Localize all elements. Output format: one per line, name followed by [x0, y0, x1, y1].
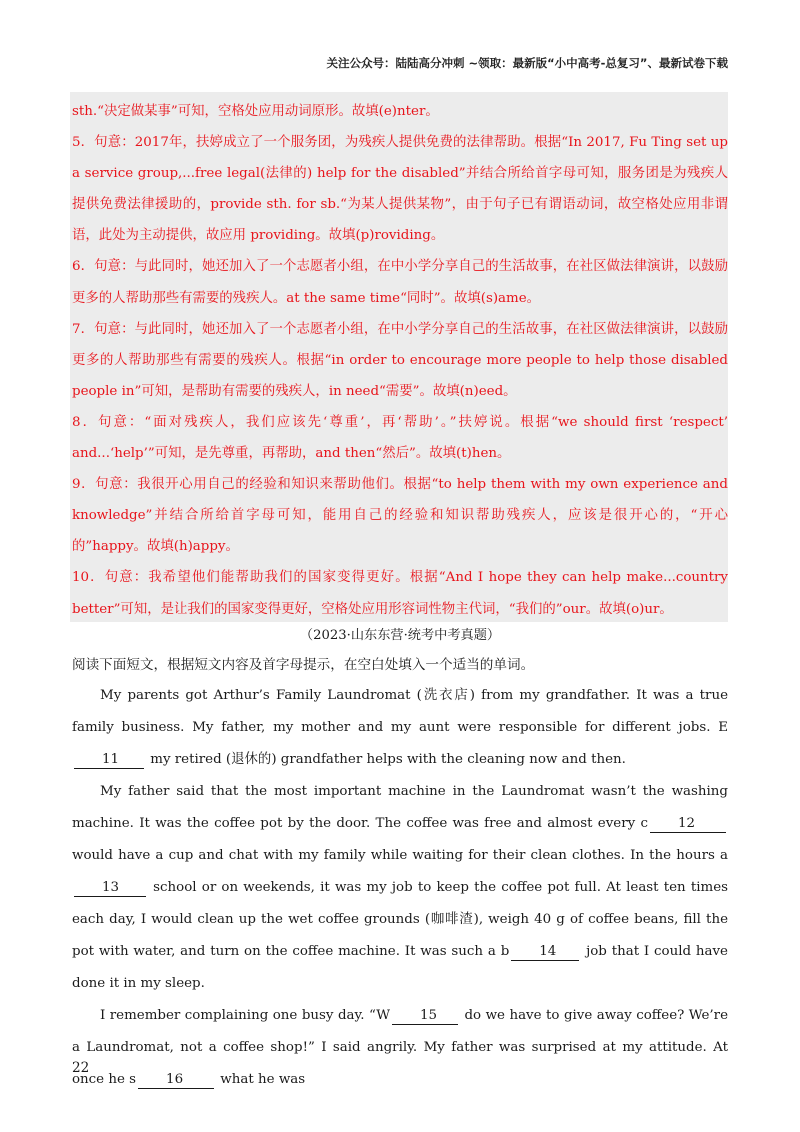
- passage-paragraph: [72, 680, 728, 776]
- passage-text: My father said that the most important machine in the Laundromat wasn’t the washing machine. It was the coffee pot by the door. The coffee was free and almost every c: [72, 784, 728, 831]
- question-source: （2023·山东东营·统考中考真题）: [299, 628, 501, 643]
- blank-16: 16: [138, 1072, 214, 1089]
- answer-item: 9．句意：我很开心用自己的经验和知识来帮助他们。根据“to help them with my own experience and knowledge”并结合所给首字母可知，能用自己的经验和知识帮助残疾人，应该是很开心的，“开心的”happy。故填(h)appy。: [72, 477, 728, 555]
- passage-text: job that I could have done it in my sleep.: [72, 944, 728, 991]
- answer-item: 10．句意：我希望他们能帮助我们的国家变得更好。根据“And I hope they can help make...country better”可知，是让我们的国家变得更好，空格处应用形容词性物主代词，“我们的”our。故填(o)ur。: [72, 570, 728, 617]
- passage-paragraph: [72, 1000, 728, 1096]
- passage-text: my retired (退休的) grandfather helps with the cleaning now and then.: [146, 752, 626, 767]
- passage-text: school or on weekends, it was my job to keep the coffee pot full. At least ten times each day, I would clean up the wet coffee grounds (咖啡渣), weigh 40 g of coffee beans, fill the pot with water, and turn on the coffee machine. It was such a b: [72, 880, 728, 959]
- reading-passage: [72, 680, 728, 1096]
- page-number: 22: [72, 1060, 90, 1076]
- blank-12: 12: [650, 816, 726, 833]
- passage-text: do we have to give away coffee? We’re a Laundromat, not a coffee shop!” I said angrily. My father was surprised at my attitude. At once he s: [72, 1008, 728, 1087]
- answer-item: 5．句意：2017年，扶婷成立了一个服务团，为残疾人提供免费的法律帮助。根据“In 2017, Fu Ting set up a service group,...free legal(法律的) help for the disabled”并结合所给首字母可知，服务团是为残疾人提供免费法律援助的，provide sth. for sb.“为某人提供某物”，由于句子已有谓语动词，故空格处应用非谓语，此处为主动提供，故应用 providing。故填(p)roviding。: [72, 135, 728, 244]
- answer-item: 8．句意：“面对残疾人，我们应该先‘尊重’，再‘帮助’。”扶婷说。根据“we should first ‘respect’ and...‘help’”可知，是先尊重，再帮助，and then“然后”。故填(t)hen。: [72, 414, 728, 462]
- blank-14: 14: [511, 944, 579, 961]
- blank-15: 15: [392, 1008, 458, 1025]
- passage-text: what he was: [216, 1072, 306, 1087]
- passage-text: I remember complaining one busy day. “W: [100, 1008, 390, 1023]
- answer-item: 6．句意：与此同时，她还加入了一个志愿者小组，在中小学分享自己的生活故事，在社区做法律演讲，以鼓励更多的人帮助那些有需要的残疾人。at the same time“同时”。故填(s)ame。: [72, 259, 728, 306]
- passage-text: My parents got Arthur’s Family Laundromat (洗衣店) from my grandfather. It was a true family business. My father, my mother and my aunt were responsible for different jobs. E: [72, 688, 728, 735]
- passage-paragraph: [72, 776, 728, 1000]
- blank-11: 11: [74, 752, 144, 769]
- passage-text: would have a cup and chat with my family while waiting for their clean clothes. In the hours a: [72, 848, 728, 863]
- answer-item: sth.“决定做某事”可知，空格处应用动词原形。故填(e)nter。: [72, 104, 439, 119]
- blank-13: 13: [74, 880, 146, 897]
- answer-item: 7．句意：与此同时，她还加入了一个志愿者小组，在中小学分享自己的生活故事，在社区做法律演讲，以鼓励更多的人帮助那些有需要的残疾人。根据“in order to encourage more people to help those disabled people in”可知，是帮助有需要的残疾人，in need“需要”。故填(n)eed。: [72, 321, 728, 399]
- page-header: 关注公众号：陆陆高分冲刺 ~领取：最新版“小中高考-总复习”、最新试卷下载: [326, 56, 728, 70]
- question-instruction: 阅读下面短文，根据短文内容及首字母提示，在空白处填入一个适当的单词。: [72, 657, 535, 673]
- answer-explanations: [72, 96, 728, 625]
